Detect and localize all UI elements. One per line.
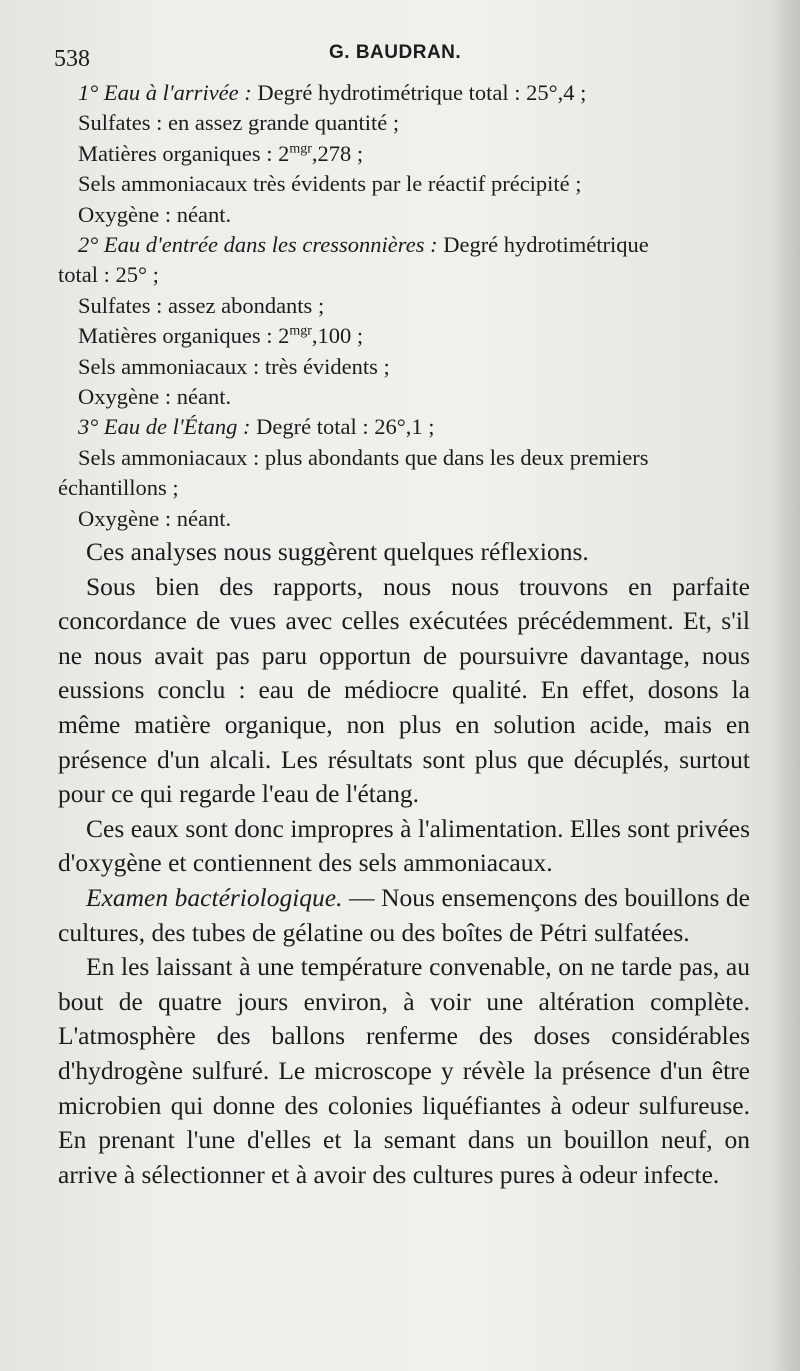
section-heading: Examen bactériologique. xyxy=(86,882,343,912)
analysis-results xyxy=(58,78,758,534)
analysis-line: Oxygène : néant. xyxy=(78,201,232,227)
analysis-line: Sulfates : en assez grande quantité ; xyxy=(78,110,400,136)
analysis-line: Matières organiques : $2^{mgr},278$ ; xyxy=(78,140,364,166)
analysis-line: Oxygène : néant. xyxy=(78,384,232,410)
analysis-line: Matières organiques : $2^{mgr},100$ ; xyxy=(78,323,364,349)
page-header xyxy=(54,42,754,72)
analysis-line: 3° Eau de l'Étang : Degré total : 26°,1 ; xyxy=(78,414,435,440)
paragraph: Sous bien des rapports, nous nous trouvons en parfaite concordance de vues avec celles exécutées précédemment. Et, s'il ne nous avait pas paru opportun de poursuivre davantage, nous eussions conclu : eau de médiocre qualité. En effet, dosons la même matière organique, non plus en solution acide, mais en présence d'un alcali. Les résultats sont plus que décuplés, surtout pour ce qui regarde l'eau de l'étang. xyxy=(58,571,750,809)
paragraph: Ces analyses nous suggèrent quelques réflexions. xyxy=(86,537,589,566)
paragraph: Ces eaux sont donc impropres à l'alimentation. Elles sont privées d'oxygène et contiennent des sels ammoniacaux. xyxy=(58,813,750,878)
page-number: 538 xyxy=(54,46,90,72)
analysis-line: Sels ammoniacaux : plus abondants que dans les deux premiers xyxy=(78,444,649,470)
analysis-line: échantillons ; xyxy=(58,475,179,501)
page-edge-shadow xyxy=(772,0,800,1371)
analysis-line: 2° Eau d'entrée dans les cressonnières : Degré hydrotimétrique xyxy=(78,232,649,258)
analysis-line: Sels ammoniacaux très évidents par le réactif précipité ; xyxy=(78,171,582,197)
analysis-line: Sels ammoniacaux : très évidents ; xyxy=(78,353,390,379)
analysis-line: total : 25° ; xyxy=(58,262,159,288)
analysis-line: Oxygène : néant. xyxy=(78,505,232,531)
paragraph: Examen bactériologique. — Nous ensemençons des bouillons de cultures, des tubes de gélatine ou des boîtes de Pétri sulfatées. xyxy=(58,882,750,947)
analysis-line: 1° Eau à l'arrivée : Degré hydrotimétrique total : 25°,4 ; xyxy=(78,80,587,105)
body-text xyxy=(58,535,750,1192)
paragraph: En les laissant à une température convenable, on ne tarde pas, au bout de quatre jours environ, à voir une altération complète. L'atmosphère des ballons renferme des doses considérables d'hydrogène sulfuré. Le microscope y révèle la présence d'un être microbien qui donne des colonies liquéfiantes à odeur sulfureuse. En prenant l'une d'elles et la semant dans un bouillon neuf, on arrive à sélectionner et à avoir des cultures pures à odeur infecte. xyxy=(58,952,750,1189)
running-head: G. BAUDRAN. xyxy=(329,42,462,63)
analysis-line: Sulfates : assez abondants ; xyxy=(78,292,325,318)
